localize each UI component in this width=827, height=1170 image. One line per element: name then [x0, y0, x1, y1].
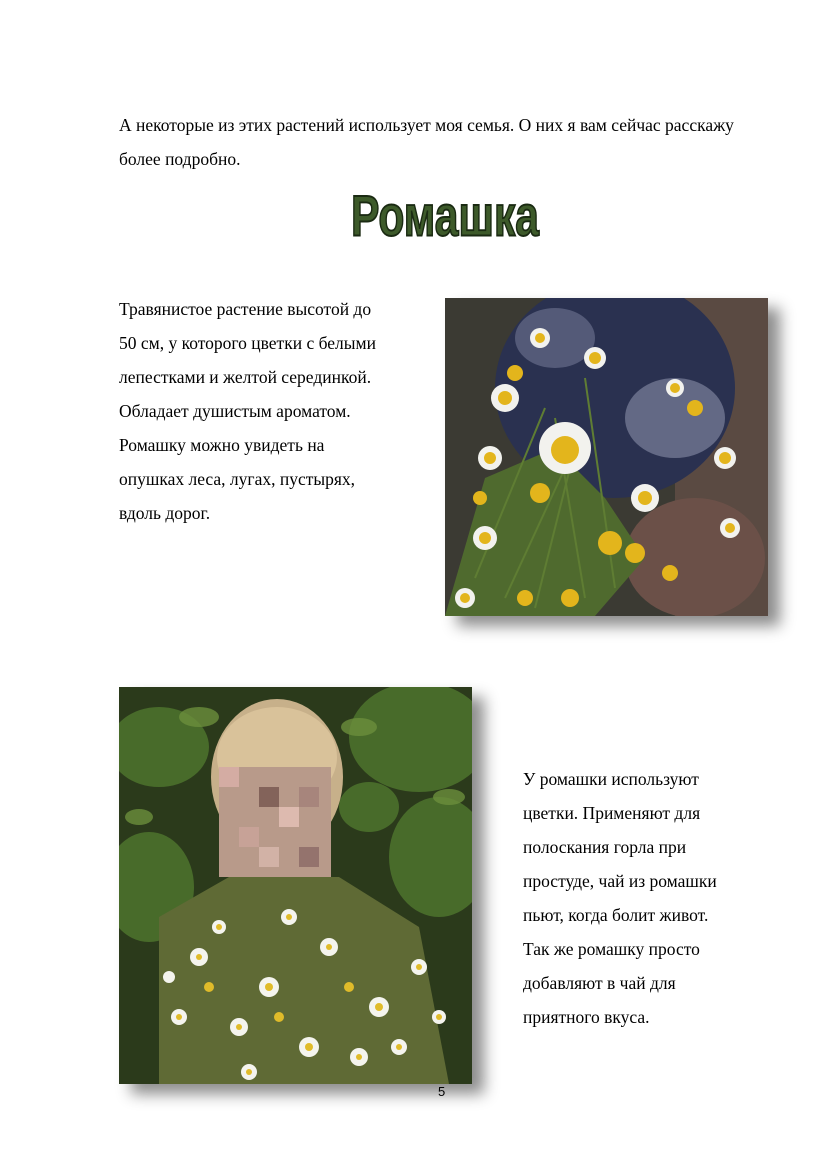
usage-paragraph: [523, 762, 763, 1034]
usage-line: приятного вкуса.: [523, 1007, 650, 1027]
description-line: Травянистое растение высотой до: [119, 299, 372, 319]
usage-line: цветки. Применяют для: [523, 803, 701, 823]
usage-line: Так же ромашку просто: [523, 939, 700, 959]
girl-with-chamomile-photo: [119, 687, 472, 1084]
description-line: вдоль дорог.: [119, 503, 211, 523]
usage-line: пьют, когда болит живот.: [523, 905, 709, 925]
chamomile-bouquet-photo: [445, 298, 768, 616]
description-line: лепестками и желтой серединкой.: [119, 367, 372, 387]
intro-paragraph: А некоторые из этих растений использует моя семья. О них я вам сейчас расскажу более подробно.: [119, 115, 734, 169]
usage-line: У ромашки используют: [523, 769, 699, 789]
usage-line: добавляют в чай для: [523, 973, 676, 993]
description-line: Обладает душистым ароматом.: [119, 401, 351, 421]
usage-line: простуде, чай из ромашки: [523, 871, 717, 891]
wordart-title: [345, 178, 545, 254]
usage-line: полоскания горла при: [523, 837, 687, 857]
description-line: опушках леса, лугах, пустырях,: [119, 469, 356, 489]
description-line: 50 см, у которого цветки с белыми: [119, 333, 376, 353]
title-text: Ромашка: [351, 184, 540, 249]
page-number: 5: [438, 1084, 446, 1099]
description-paragraph: [119, 292, 419, 530]
description-line: Ромашку можно увидеть на: [119, 435, 325, 455]
